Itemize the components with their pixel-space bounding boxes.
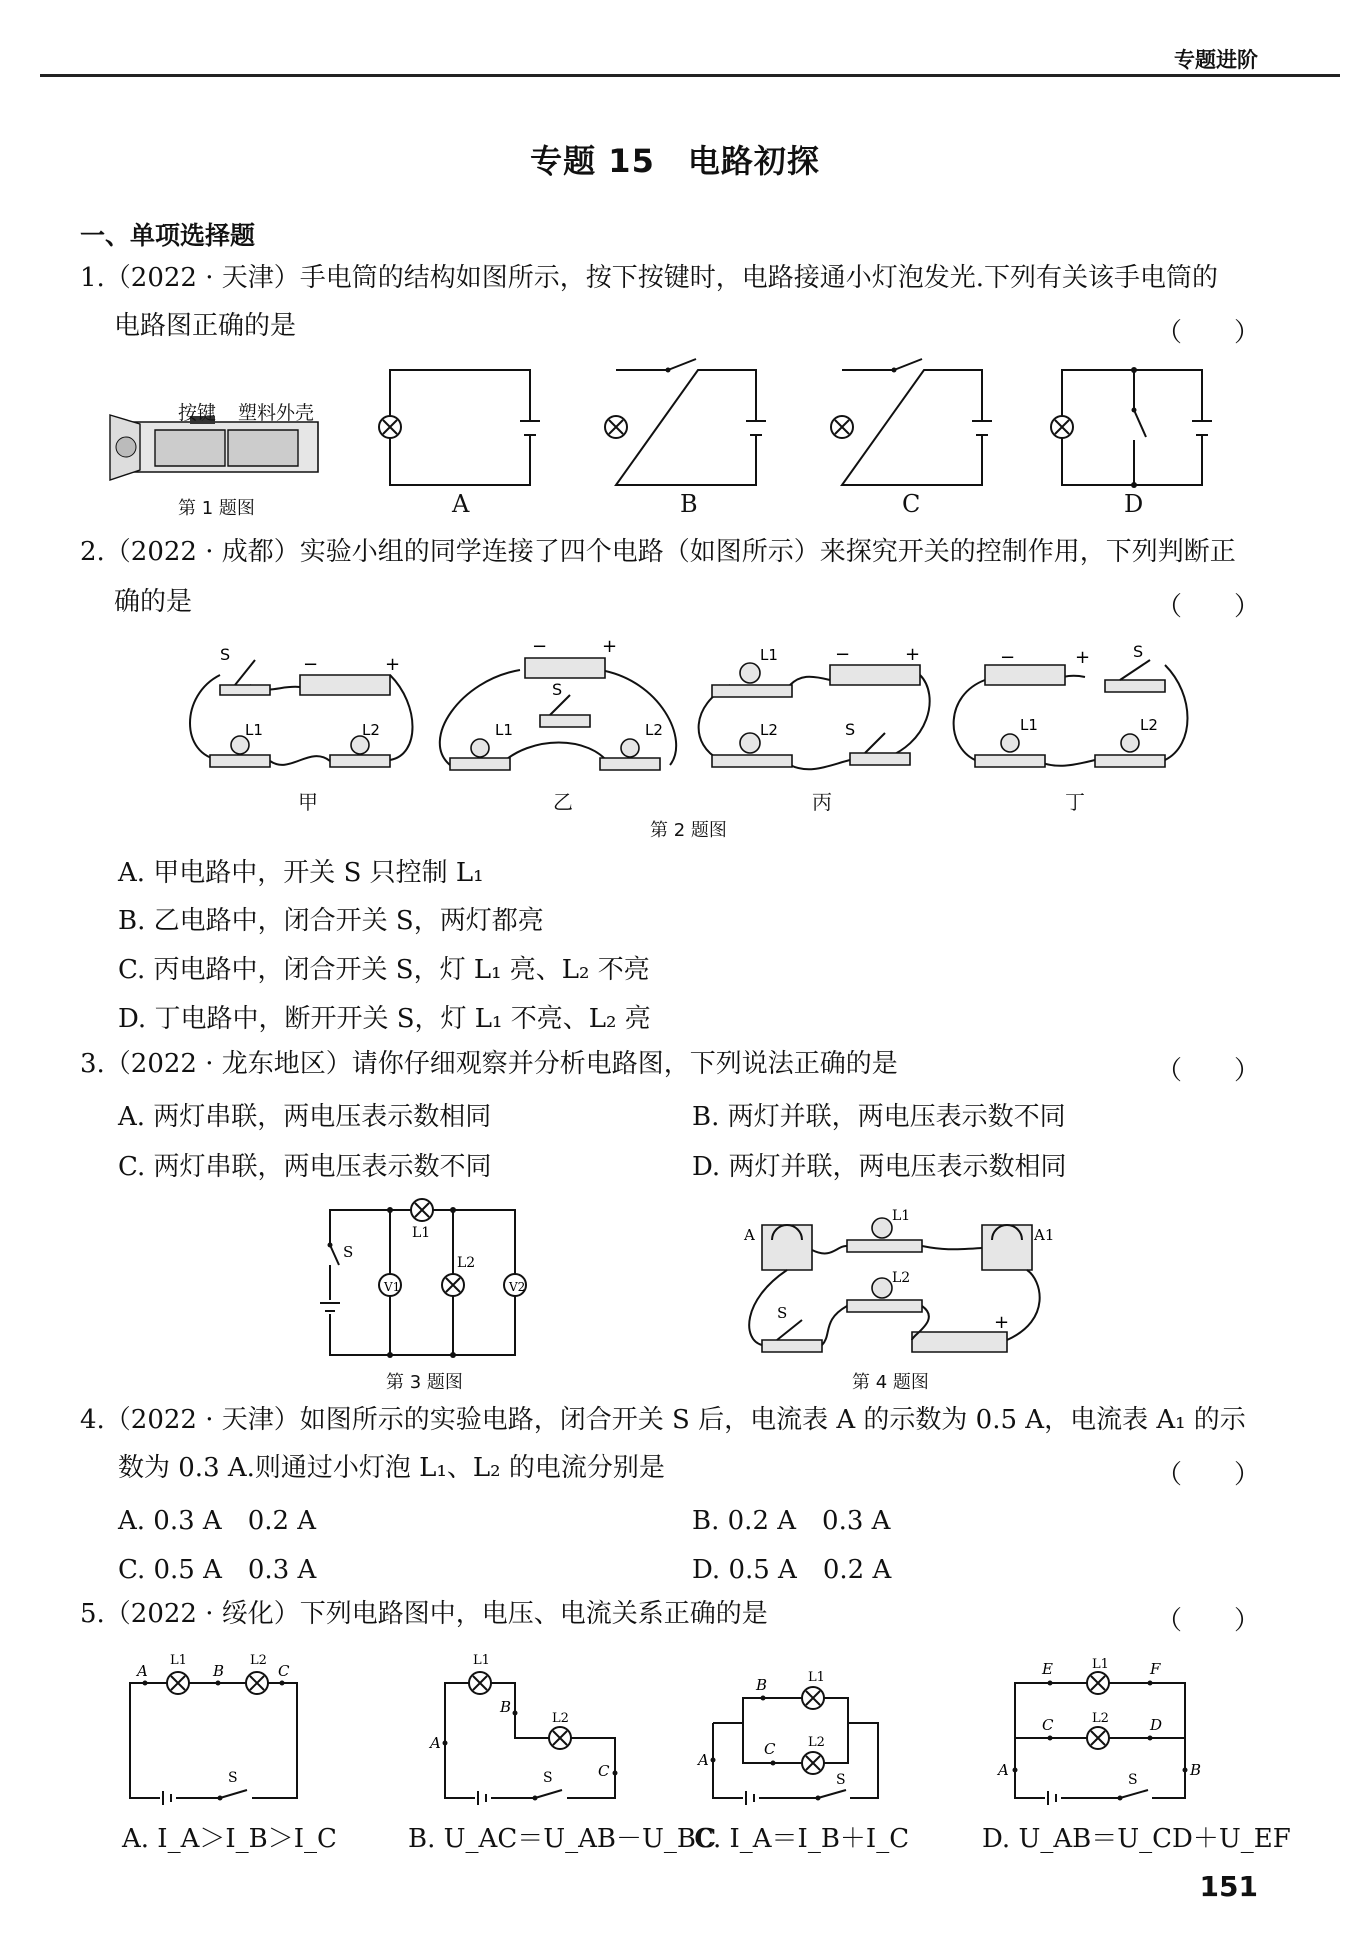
svg-text:C: C <box>598 1762 610 1780</box>
svg-text:S: S <box>228 1770 238 1786</box>
q2-panel-label-ding: 丁 <box>1065 790 1085 814</box>
q2-option-a[interactable]: A. 甲电路中，开关 S 只控制 L₁ <box>118 858 484 888</box>
q1-option-d[interactable]: D <box>1124 490 1144 518</box>
q1-figure-caption: 第 1 题图 <box>178 498 255 519</box>
svg-text:B: B <box>213 1662 225 1680</box>
svg-text:+: + <box>905 644 921 665</box>
svg-text:A: A <box>744 1226 755 1244</box>
svg-text:S: S <box>543 1770 553 1786</box>
q3-option-c[interactable]: C. 两灯串联，两电压表示数不同 <box>118 1152 492 1182</box>
q2-answer-bracket[interactable]: （ ） <box>1155 592 1260 622</box>
q2-line2: 确的是 <box>114 587 193 617</box>
q2-panel-bing <box>700 635 930 785</box>
svg-text:A: A <box>698 1751 709 1769</box>
svg-text:+: + <box>385 654 401 675</box>
svg-text:C: C <box>1042 1716 1054 1734</box>
svg-text:+: + <box>994 1312 1010 1333</box>
svg-text:A1: A1 <box>1034 1226 1055 1244</box>
q4-option-b[interactable]: B. 0.2 A 0.3 A <box>692 1506 891 1536</box>
svg-text:S: S <box>836 1772 846 1788</box>
q1-circuit-c <box>832 365 992 490</box>
svg-text:L1: L1 <box>473 1653 490 1668</box>
svg-text:A: A <box>998 1761 1009 1779</box>
svg-text:L1: L1 <box>760 646 778 664</box>
svg-text:L2: L2 <box>457 1255 476 1271</box>
svg-text:L1: L1 <box>170 1653 187 1668</box>
q4-line2: 数为 0.3 A.则通过小灯泡 L₁、L₂ 的电流分别是 <box>118 1453 665 1483</box>
q3-option-a[interactable]: A. 两灯串联，两电压表示数相同 <box>118 1102 492 1132</box>
q1-circuit-b <box>606 365 766 490</box>
q4-option-a[interactable]: A. 0.3 A 0.2 A <box>118 1506 317 1536</box>
svg-text:L2: L2 <box>1092 1711 1109 1726</box>
q1-circuit-a <box>380 365 540 490</box>
q5-option-d[interactable]: D. U_AB＝U_CD＋U_EF <box>982 1824 1291 1854</box>
q3-option-d[interactable]: D. 两灯并联，两电压表示数相同 <box>692 1152 1067 1182</box>
svg-text:V2: V2 <box>509 1280 526 1294</box>
svg-text:L1: L1 <box>1092 1657 1109 1672</box>
q2-option-d[interactable]: D. 丁电路中，断开开关 S，灯 L₁ 不亮、L₂ 亮 <box>118 1004 651 1034</box>
q3-circuit-diagram <box>325 1205 525 1360</box>
q2-panel-jia <box>190 645 420 785</box>
q5-line1: 5.（2022 · 绥化）下列电路图中，电压、电流关系正确的是 <box>80 1599 768 1629</box>
svg-text:−: − <box>1000 647 1016 668</box>
q2-panel-label-yi: 乙 <box>553 790 573 814</box>
svg-text:S: S <box>777 1304 788 1322</box>
q2-option-c[interactable]: C. 丙电路中，闭合开关 S，灯 L₁ 亮、L₂ 不亮 <box>118 955 650 985</box>
q3-option-b[interactable]: B. 两灯并联，两电压表示数不同 <box>692 1102 1066 1132</box>
svg-text:−: − <box>532 636 548 657</box>
svg-text:C: C <box>764 1740 776 1758</box>
svg-text:L2: L2 <box>1140 716 1158 734</box>
svg-text:L1: L1 <box>412 1225 431 1241</box>
svg-text:L2: L2 <box>808 1735 825 1750</box>
svg-text:B: B <box>756 1676 768 1694</box>
q4-answer-bracket[interactable]: （ ） <box>1155 1460 1260 1490</box>
q1-label-shell: 塑料外壳 <box>238 402 315 424</box>
svg-text:L2: L2 <box>892 1270 911 1286</box>
svg-text:V1: V1 <box>384 1280 401 1294</box>
q5-circuit-d <box>998 1657 1202 1808</box>
svg-text:−: − <box>835 644 851 665</box>
q5-answer-bracket[interactable]: （ ） <box>1155 1606 1260 1636</box>
svg-text:L2: L2 <box>760 721 778 739</box>
header-rule <box>40 74 1340 77</box>
q2-line1: 2.（2022 · 成都）实验小组的同学连接了四个电路（如图所示）来探究开关的控制作用，下列判断正 <box>80 537 1236 567</box>
q2-option-b[interactable]: B. 乙电路中，闭合开关 S，两灯都亮 <box>118 906 544 936</box>
q4-line1: 4.（2022 · 天津）如图所示的实验电路，闭合开关 S 后，电流表 A 的示数为 0.5 A，电流表 A₁ 的示 <box>80 1405 1246 1435</box>
q4-figure-caption: 第 4 题图 <box>852 1372 929 1393</box>
svg-text:A: A <box>137 1662 148 1680</box>
svg-text:A: A <box>430 1734 441 1752</box>
q1-answer-bracket[interactable]: （ ） <box>1155 318 1260 348</box>
svg-text:S: S <box>343 1243 354 1261</box>
q1-label-button: 按键 <box>178 402 217 424</box>
q5-option-c[interactable]: C. I_A＝I_B＋I_C <box>694 1824 910 1854</box>
svg-text:S: S <box>1128 1772 1138 1788</box>
q2-panel-ding <box>955 635 1190 785</box>
svg-text:B: B <box>500 1698 512 1716</box>
svg-text:L2: L2 <box>645 721 663 739</box>
svg-text:C: C <box>278 1662 290 1680</box>
running-header: 专题进阶 <box>1174 48 1258 72</box>
svg-text:S: S <box>1133 642 1144 661</box>
q4-option-d[interactable]: D. 0.5 A 0.2 A <box>692 1555 892 1585</box>
svg-text:+: + <box>1075 647 1091 668</box>
q1-option-c[interactable]: C <box>902 490 921 518</box>
svg-text:S: S <box>845 720 856 739</box>
q5-circuit-c <box>698 1668 888 1808</box>
q3-answer-bracket[interactable]: （ ） <box>1155 1056 1260 1086</box>
q5-option-b[interactable]: B. U_AC＝U_AB－U_BC <box>408 1824 717 1854</box>
svg-text:L1: L1 <box>245 721 263 739</box>
svg-text:L1: L1 <box>1020 716 1038 734</box>
svg-text:L1: L1 <box>808 1670 825 1685</box>
svg-text:E: E <box>1042 1660 1053 1678</box>
q3-figure-caption: 第 3 题图 <box>386 1372 463 1393</box>
svg-text:F: F <box>1150 1660 1161 1678</box>
svg-text:L2: L2 <box>552 1711 569 1726</box>
q5-circuit-a <box>125 1653 305 1808</box>
q3-line1: 3.（2022 · 龙东地区）请你仔细观察并分析电路图，下列说法正确的是 <box>80 1049 898 1079</box>
svg-text:D: D <box>1150 1716 1163 1734</box>
q4-option-c[interactable]: C. 0.5 A 0.3 A <box>118 1555 317 1585</box>
q2-panel-yi <box>440 636 680 785</box>
svg-text:L2: L2 <box>362 721 380 739</box>
q4-apparatus-figure <box>744 1208 1055 1360</box>
section-heading: 一、单项选择题 <box>80 221 256 250</box>
svg-text:L1: L1 <box>892 1208 911 1224</box>
svg-text:B: B <box>1190 1761 1202 1779</box>
q2-panel-label-bing: 丙 <box>812 790 832 814</box>
q1-option-a[interactable]: A <box>452 490 470 518</box>
page-title: 专题 15 电路初探 <box>530 142 820 180</box>
q1-line2: 电路图正确的是 <box>114 311 297 341</box>
svg-text:+: + <box>602 636 618 657</box>
q5-option-a[interactable]: A. I_A＞I_B＞I_C <box>122 1824 337 1854</box>
page-number: 151 <box>1199 1870 1258 1903</box>
svg-text:S: S <box>220 645 231 664</box>
svg-text:L2: L2 <box>250 1653 267 1668</box>
svg-text:S: S <box>552 680 563 699</box>
q2-panel-label-jia: 甲 <box>298 790 318 814</box>
svg-text:L1: L1 <box>495 721 513 739</box>
q1-option-b[interactable]: B <box>680 490 698 518</box>
q1-circuit-d <box>1052 365 1212 490</box>
q1-line1: 1.（2022 · 天津）手电筒的结构如图所示，按下按键时，电路接通小灯泡发光.下列有关该手电筒的 <box>80 263 1219 293</box>
q2-figure-caption: 第 2 题图 <box>650 820 727 841</box>
svg-text:−: − <box>303 654 319 675</box>
q5-circuit-b <box>430 1653 620 1808</box>
